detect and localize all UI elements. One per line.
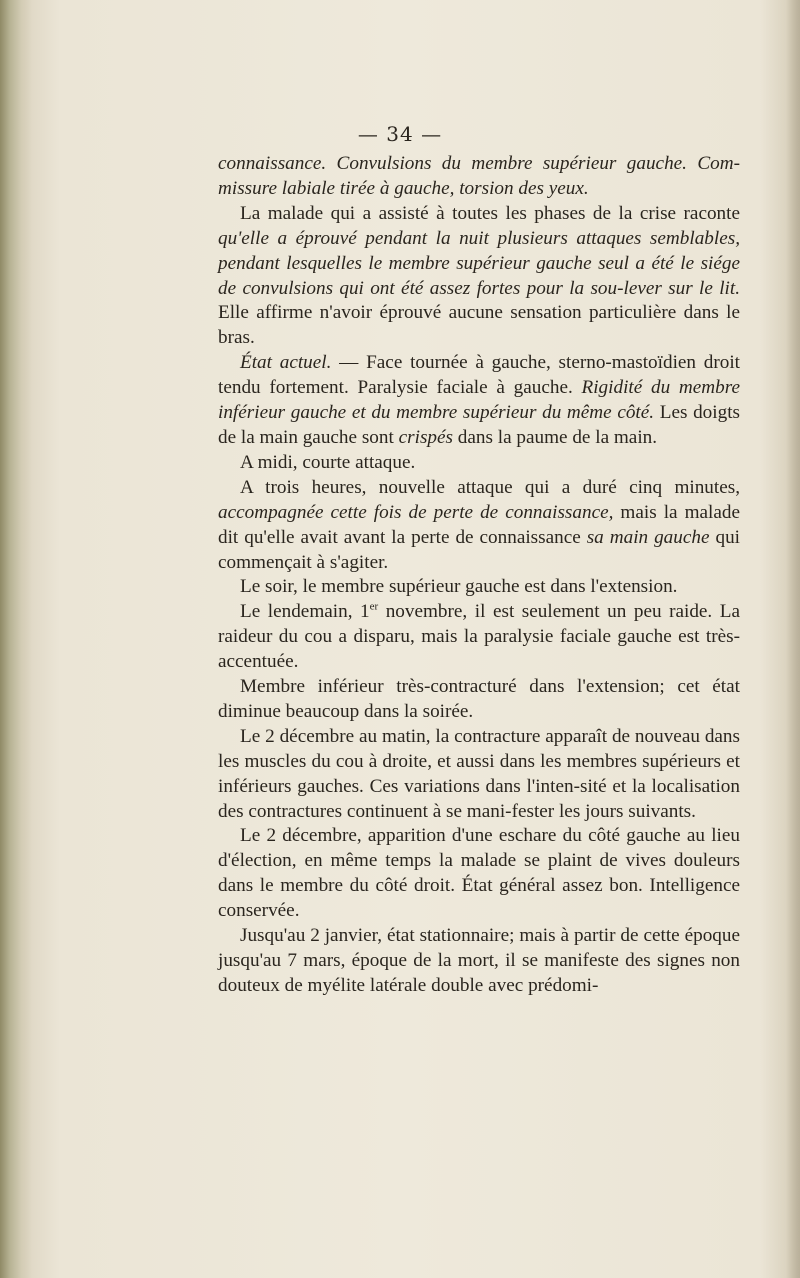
paragraph [218,476,740,576]
superscript-run: er [369,600,379,613]
paragraph [218,824,740,924]
paragraph [218,575,740,600]
text-run: mais la malade dit qu'elle avait avant la perte de connaissance [218,501,740,548]
text-run: Elle affirme n'avoir éprouvé aucune sensation particulière dans le bras. [218,302,740,349]
italic-run: État actuel. [240,352,332,374]
text-run: A trois heures, nouvelle attaque qui a duré cinq minutes, [240,476,740,498]
paragraph [218,675,740,725]
paragraph [218,351,740,451]
text-run: Le 2 décembre, apparition d'une eschare du côté gauche au lieu d'élection, en même temps la malade se plaint de vives douleurs dans le membre du côté droit. État général assez bon. Intelligence conservée. [218,825,740,922]
page-edge-shadow [786,0,800,1278]
text-run: Le lendemain, 1 [240,601,370,623]
paragraph [218,924,740,999]
italic-run: sa main gauche [586,526,710,548]
italic-run: Rigidité du membre inférieur gauche et du membre supérieur du même côté. [218,377,740,424]
text-body [218,152,740,999]
page-number: — 34 — [357,122,443,146]
paragraph [218,451,740,476]
text-run: Membre inférieur très-contracturé dans l'extension; cet état diminue beaucoup dans la soirée. [218,676,740,722]
text-run: — Face tournée à gauche, sterno-mastoïdien droit tendu fortement. Paralysie faciale à gauche. [218,352,741,399]
italic-run: crispés [398,426,453,448]
italic-run: connaissance. Convulsions du membre supérieur gauche. Com-missure labiale tirée à gauche, torsion des yeux. [218,153,740,199]
text-run: dans la paume de la main. [452,426,658,448]
book-binding-edge [0,0,32,1278]
text-run: qui commençait à s'agiter. [218,526,740,573]
text-run: La malade qui a assisté à toutes les phases de la crise raconte [240,202,740,224]
paragraph [218,600,740,675]
text-run: Le 2 décembre au matin, la contracture apparaît de nouveau dans les muscles du cou à droite, et aussi dans les membres supérieurs et inférieurs gauches. Ces variations dans l'inten-sité et la localisation des contractures continuent à se mani-fester les jours suivants. [218,725,740,822]
paragraph [218,725,740,825]
text-run: Jusqu'au 2 janvier, état stationnaire; mais à partir de cette époque jusqu'au 7 mars, époque de la mort, il se manifeste des signes non douteux de myélite latérale double avec prédomi- [218,925,740,996]
text-run: Les doigts de la main gauche sont [218,402,740,448]
text-run: A midi, courte attaque. [240,451,416,473]
text-run: Le soir, le membre supérieur gauche est dans l'extension. [240,576,678,598]
italic-run: qu'elle a éprouvé pendant la nuit plusieurs attaques semblables, pendant lesquelles le membre supérieur gauche seul a été le siége de convulsions qui ont été assez fortes pour la sou-lever sur le lit. [218,227,740,299]
paragraph [218,152,740,202]
italic-run: accompagnée cette fois de perte de connaissance, [218,501,614,523]
paragraph [218,202,740,351]
text-run: novembre, il est seulement un peu raide. La raideur du cou a disparu, mais la paralysie faciale gauche est très-accentuée. [218,601,741,673]
